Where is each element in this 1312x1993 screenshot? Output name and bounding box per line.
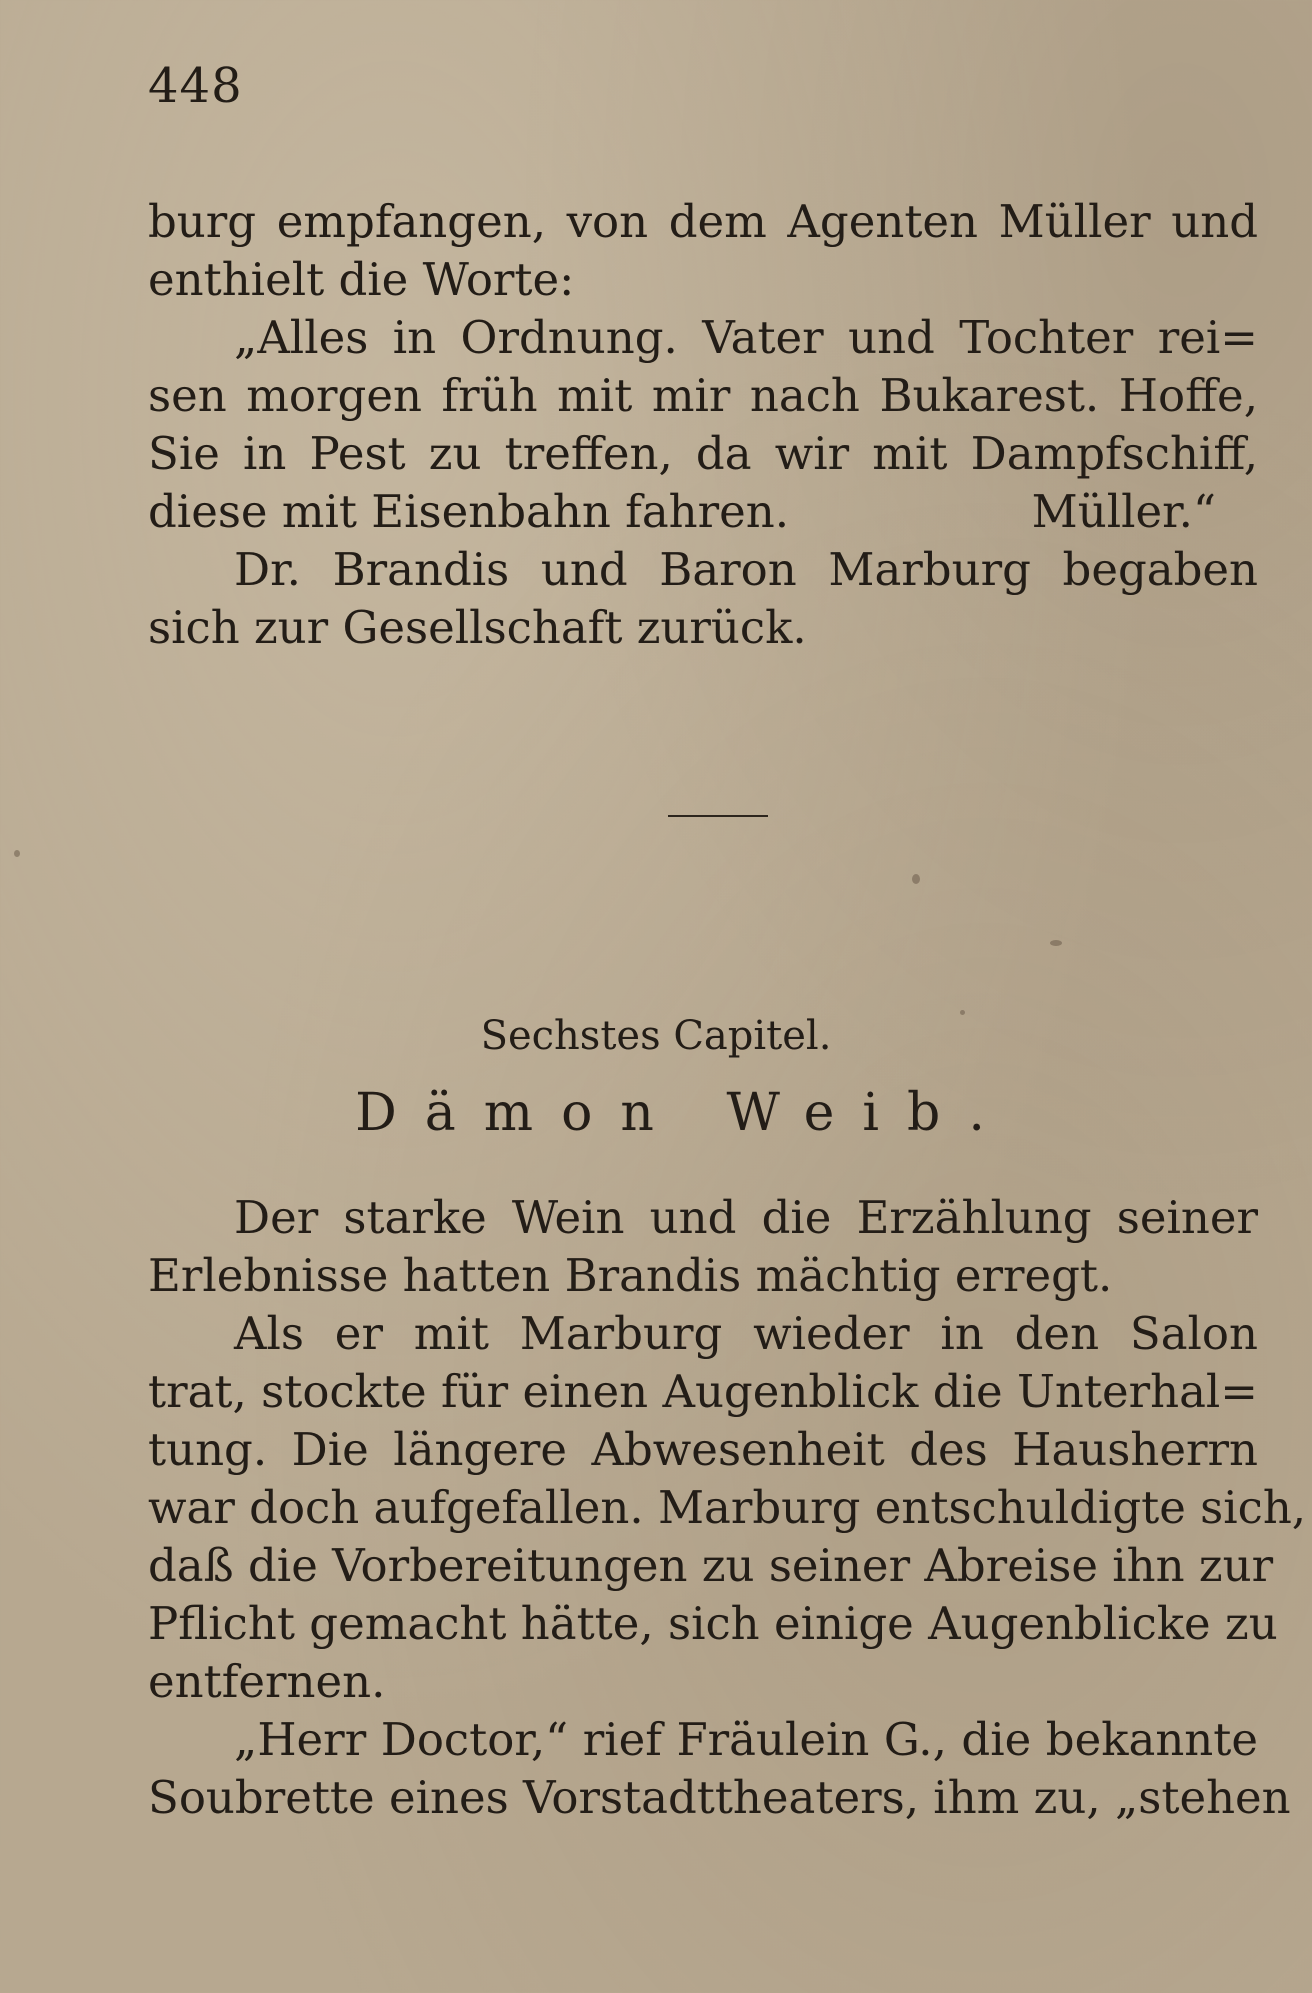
text-line: daß die Vorbereitungen zu seiner Abreise ihn zur	[148, 1539, 1274, 1592]
section-separator	[668, 815, 768, 817]
telegram-signature-line	[148, 482, 1258, 542]
text-line: Sie in Pest zu treffen, da wir mit Dampfschiff,	[148, 427, 1258, 480]
chapter-label: Sechstes Capitel.	[480, 1013, 832, 1059]
paper-speck	[14, 850, 20, 857]
text-line: trat, stockte für einen Augenblick die Unterhal=	[148, 1365, 1258, 1418]
text-line: sich zur Gesellschaft zurück.	[148, 601, 807, 654]
paper-speck	[960, 1010, 965, 1015]
text-line: entfernen.	[148, 1655, 386, 1708]
text-line: enthielt die Worte:	[148, 253, 575, 306]
text-line: war doch aufgefallen. Marburg entschuldigte sich,	[148, 1481, 1307, 1534]
text-line: tung. Die längere Abwesenheit des Hausherrn	[148, 1423, 1258, 1476]
text-line: Der starke Wein und die Erzählung seiner	[234, 1191, 1258, 1244]
text-line: burg empfangen, von dem Agenten Müller und	[148, 195, 1258, 248]
text-line: Soubrette eines Vorstadttheaters, ihm zu, „stehen	[148, 1771, 1291, 1824]
text-line: „Herr Doctor,“ rief Fräulein G., die bekannte	[234, 1713, 1258, 1766]
paper-speck	[1050, 940, 1062, 946]
text-line: diese mit Eisenbahn fahren.	[148, 485, 790, 538]
telegram-signature: Müller.“	[1031, 485, 1216, 538]
text-line: Erlebnisse hatten Brandis mächtig erregt.	[148, 1249, 1113, 1302]
text-line: „Alles in Ordnung. Vater und Tochter rei=	[234, 311, 1258, 364]
text-line: Dr. Brandis und Baron Marburg begaben	[234, 543, 1258, 596]
chapter-title: Dämon Weib.	[355, 1083, 1013, 1143]
text-line: Als er mit Marburg wieder in den Salon	[234, 1307, 1258, 1360]
text-line: Pflicht gemacht hätte, sich einige Augenblicke zu	[148, 1597, 1278, 1650]
text-line: sen morgen früh mit mir nach Bukarest. Hoffe,	[148, 369, 1258, 422]
paper-speck	[912, 874, 920, 884]
page-number: 448	[148, 58, 243, 114]
